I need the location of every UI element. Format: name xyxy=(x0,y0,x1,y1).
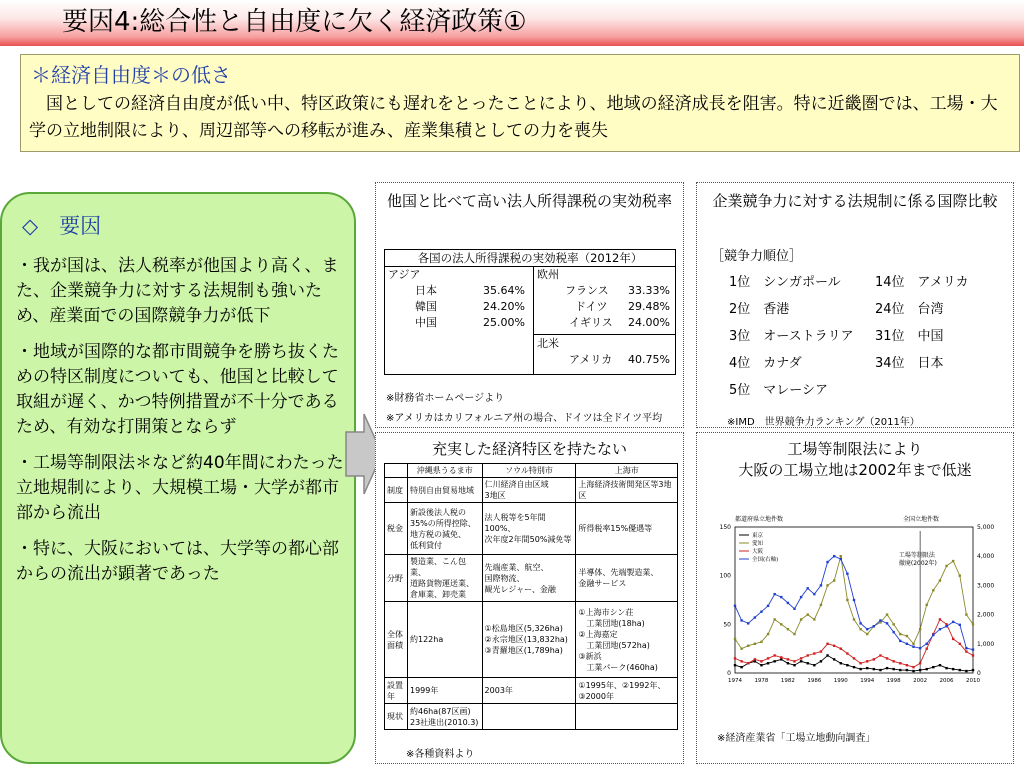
tax-rate: 35.64% xyxy=(483,284,525,297)
data-point xyxy=(892,623,894,625)
data-point xyxy=(826,561,828,563)
data-point xyxy=(866,633,868,635)
data-point xyxy=(734,605,736,607)
data-point xyxy=(939,628,941,630)
data-point xyxy=(840,662,842,664)
data-point xyxy=(939,618,941,620)
data-point xyxy=(899,669,901,671)
tax-title: 他国と比べて高い法人所得課税の実効税率 xyxy=(386,192,672,210)
row-label: 全体 面積 xyxy=(385,602,408,678)
region-asia: アジア xyxy=(388,268,421,281)
data-point xyxy=(945,625,947,627)
chart-annotation: 工場等制限法 xyxy=(898,552,935,559)
table-cell: 約46ha(87区画) 23社進出(2010.3) xyxy=(408,704,483,730)
data-point xyxy=(886,657,888,659)
tax-table-caption: 各国の法人所得課税の実効税率（2012年） xyxy=(385,250,675,267)
data-point xyxy=(972,654,974,656)
tax-rate: 29.48% xyxy=(628,300,670,313)
data-point xyxy=(826,654,828,656)
table-row xyxy=(385,555,678,602)
data-point xyxy=(767,633,769,635)
data-point xyxy=(787,658,789,660)
data-point xyxy=(859,622,861,624)
data-point xyxy=(734,664,736,666)
data-point xyxy=(820,660,822,662)
data-point xyxy=(787,662,789,664)
data-point xyxy=(873,668,875,670)
data-point xyxy=(813,618,815,620)
data-point xyxy=(754,643,756,645)
table-cell: ①松島地区(5,326ha) ②永宗地区(13,832ha) ③青羅地区(1,789ha) xyxy=(482,602,576,678)
data-point xyxy=(866,660,868,662)
rank-item: 1位 シンガポール xyxy=(729,275,841,290)
data-point xyxy=(879,619,881,621)
data-point xyxy=(833,579,835,581)
tax-country: イギリス xyxy=(569,316,613,329)
data-point xyxy=(773,593,775,595)
y-tick-label-left: 0 xyxy=(727,670,731,677)
data-point xyxy=(807,613,809,615)
tax-table xyxy=(384,249,676,375)
data-point xyxy=(833,645,835,647)
data-point xyxy=(912,643,914,645)
table-cell xyxy=(576,704,678,730)
y-tick-label-right: 3,000 xyxy=(977,582,995,590)
x-tick-label: 1994 xyxy=(860,678,875,684)
data-point xyxy=(846,599,848,601)
data-point xyxy=(932,634,934,636)
rank-item: 5位 マレーシア xyxy=(729,383,829,398)
factory-location-chart xyxy=(705,509,1007,721)
data-point xyxy=(740,647,742,649)
legend-label: 愛知 xyxy=(752,541,764,547)
row-label: 設置 年 xyxy=(385,678,408,704)
data-point xyxy=(740,666,742,668)
table-cell: 製造業、こん包業、 道路貨物運送業、 倉庫業、卸売業 xyxy=(408,555,483,602)
data-point xyxy=(932,666,934,668)
data-point xyxy=(965,647,967,649)
y-tick-label-left: 150 xyxy=(719,524,731,531)
data-point xyxy=(899,662,901,664)
data-point xyxy=(807,662,809,664)
data-point xyxy=(800,660,802,662)
data-point xyxy=(734,657,736,659)
tax-country: 韓国 xyxy=(415,300,437,313)
legend-label: 東京 xyxy=(752,533,764,539)
table-cell: 特別自由貿易地域 xyxy=(408,478,483,503)
rank-item: 24位 台湾 xyxy=(875,302,944,317)
data-point xyxy=(853,618,855,620)
data-point xyxy=(959,643,961,645)
data-point xyxy=(787,628,789,630)
table-cell: 上海経済技術開発区等3地区 xyxy=(576,478,678,503)
tax-rate: 24.00% xyxy=(628,316,670,329)
x-tick-label: 2006 xyxy=(939,678,954,684)
right-axis-label: 全国立地件数 xyxy=(903,516,940,523)
data-point xyxy=(747,622,749,624)
data-point xyxy=(780,623,782,625)
tax-country: 日本 xyxy=(415,284,437,297)
data-point xyxy=(800,596,802,598)
table-header: 沖縄県うるま市 xyxy=(408,464,483,478)
data-point xyxy=(820,604,822,606)
tax-country: フランス xyxy=(565,284,609,297)
y-tick-label-right: 5,000 xyxy=(977,524,995,531)
data-point xyxy=(873,658,875,660)
data-point xyxy=(813,664,815,666)
data-point xyxy=(740,660,742,662)
data-point xyxy=(866,667,868,669)
rank-item: 3位 オーストラリア xyxy=(729,329,854,344)
data-point xyxy=(926,604,928,606)
row-label: 現状 xyxy=(385,704,408,730)
tax-note: ※アメリカはカリフォルニア州の場合、ドイツは全ドイツ平均 xyxy=(386,413,663,424)
data-point xyxy=(899,633,901,635)
table-row xyxy=(385,704,678,730)
data-point xyxy=(965,613,967,615)
x-tick-label: 1986 xyxy=(807,678,822,684)
data-point xyxy=(747,662,749,664)
tax-rate: 40.75% xyxy=(628,353,670,366)
data-point xyxy=(892,660,894,662)
tax-rate-panel xyxy=(375,182,684,428)
factor-item: ・工場等制限法＊など約40年間にわたった立地規制により、大規模工場・大学が都市部から流出 xyxy=(16,453,344,523)
competitiveness-source: ※IMD 世界競争力ランキング（2011年） xyxy=(727,417,920,428)
region-north-america: 北米 xyxy=(537,337,559,350)
factory-location-panel xyxy=(696,432,1014,764)
tax-rate: 25.00% xyxy=(483,316,525,329)
y-tick-label-right: 0 xyxy=(977,670,981,677)
table-cell: 法人税等を5年間100%、 次年度2年間50%減免等 xyxy=(482,503,576,555)
tax-country: 中国 xyxy=(415,316,437,329)
factors-list xyxy=(16,254,348,598)
table-cell: 約122ha xyxy=(408,602,483,678)
data-point xyxy=(906,664,908,666)
zones-table xyxy=(384,463,678,730)
data-point xyxy=(926,668,928,670)
data-point xyxy=(899,640,901,642)
data-point xyxy=(859,628,861,630)
banner-heading: ＊経済自由度＊の低さ xyxy=(31,63,231,87)
factory-source: ※経済産業省「工場立地動向調査」 xyxy=(717,733,876,744)
data-point xyxy=(826,643,828,645)
data-point xyxy=(886,613,888,615)
series-line xyxy=(735,620,973,668)
tax-country: ドイツ xyxy=(575,300,608,313)
data-point xyxy=(754,616,756,618)
rank-item: 34位 日本 xyxy=(875,356,944,371)
data-point xyxy=(813,652,815,654)
data-point xyxy=(912,670,914,672)
data-point xyxy=(959,574,961,576)
data-point xyxy=(879,669,881,671)
data-point xyxy=(972,623,974,625)
factors-panel xyxy=(0,192,356,764)
data-point xyxy=(972,669,974,671)
data-point xyxy=(879,654,881,656)
data-point xyxy=(820,584,822,586)
data-point xyxy=(892,668,894,670)
data-point xyxy=(906,643,908,645)
data-point xyxy=(853,657,855,659)
row-label: 分野 xyxy=(385,555,408,602)
y-tick-label-right: 4,000 xyxy=(977,553,995,561)
table-row xyxy=(385,602,678,678)
data-point xyxy=(793,664,795,666)
data-point xyxy=(793,660,795,662)
table-cell: ①上海市シン荘 工業団地(18ha) ②上海嘉定 工業団地(572ha) ③新浜 工業パーク(460ha) xyxy=(576,602,678,678)
data-point xyxy=(773,654,775,656)
data-point xyxy=(952,638,954,640)
y-tick-label-right: 2,000 xyxy=(977,611,995,619)
data-point xyxy=(912,646,914,648)
data-point xyxy=(965,670,967,672)
data-point xyxy=(780,596,782,598)
data-point xyxy=(820,650,822,652)
data-point xyxy=(767,605,769,607)
table-cell: 所得税率15%優遇等 xyxy=(576,503,678,555)
data-point xyxy=(906,669,908,671)
data-point xyxy=(932,589,934,591)
data-point xyxy=(734,638,736,640)
competitiveness-panel xyxy=(696,182,1014,428)
data-point xyxy=(866,628,868,630)
rank-label: ［競争力順位］ xyxy=(711,249,803,264)
zones-title: 充実した経済特区を持たない xyxy=(431,440,627,458)
zones-source: ※各種資料より xyxy=(406,749,475,760)
data-point xyxy=(760,664,762,666)
data-point xyxy=(826,584,828,586)
factory-title: 工場等制限法により 大阪の工場立地は2002年まで低迷 xyxy=(738,440,972,479)
rank-item: 31位 中国 xyxy=(875,329,944,344)
table-cell: 先端産業、航空、 国際物流、 観光レジャー、金融 xyxy=(482,555,576,602)
tax-rate: 33.33% xyxy=(628,284,670,297)
factor-item: ・我が国は、法人税率が他国より高く、また、企業競争力に対する法規制も強いため、産業面での国際競争力が低下 xyxy=(16,256,339,326)
data-point xyxy=(952,621,954,623)
data-point xyxy=(959,669,961,671)
tax-source: ※財務省ホームページより xyxy=(386,393,505,404)
rank-item: 4位 カナダ xyxy=(729,356,802,371)
table-cell: 半導体、先端製造業、 金融サービス xyxy=(576,555,678,602)
data-point xyxy=(833,658,835,660)
data-point xyxy=(793,633,795,635)
table-header: 上海市 xyxy=(576,464,678,478)
table-header: ソウル特別市 xyxy=(482,464,576,478)
data-point xyxy=(800,618,802,620)
data-point xyxy=(952,560,954,562)
data-point xyxy=(912,666,914,668)
data-point xyxy=(780,656,782,658)
data-point xyxy=(833,555,835,557)
data-point xyxy=(846,664,848,666)
data-point xyxy=(767,662,769,664)
data-point xyxy=(952,668,954,670)
data-point xyxy=(906,635,908,637)
data-point xyxy=(846,573,848,575)
data-point xyxy=(760,610,762,612)
data-point xyxy=(892,631,894,633)
data-point xyxy=(859,668,861,670)
summary-banner xyxy=(20,54,1020,152)
legend-label: 大阪 xyxy=(752,549,764,555)
data-point xyxy=(919,647,921,649)
tax-rate: 24.20% xyxy=(483,300,525,313)
region-europe: 欧州 xyxy=(537,268,559,281)
y-tick-label-right: 1,000 xyxy=(977,640,995,648)
data-point xyxy=(972,648,974,650)
row-label: 税金 xyxy=(385,503,408,555)
rank-item: 2位 香港 xyxy=(729,302,790,317)
data-point xyxy=(853,599,855,601)
data-point xyxy=(800,657,802,659)
x-tick-label: 1974 xyxy=(728,678,742,684)
data-point xyxy=(773,618,775,620)
data-point xyxy=(926,647,928,649)
x-tick-label: 2010 xyxy=(966,678,980,684)
table-cell xyxy=(482,704,576,730)
table-row xyxy=(385,678,678,704)
data-point xyxy=(807,654,809,656)
tax-country: アメリカ xyxy=(569,353,613,366)
data-point xyxy=(840,647,842,649)
slide-title: 要因4:総合性と自由度に欠く経済政策① xyxy=(62,7,527,37)
data-point xyxy=(813,593,815,595)
table-row xyxy=(385,464,678,478)
data-point xyxy=(747,645,749,647)
factor-item: ・地域が国際的な都市間競争を勝ち抜くための特区制度についても、他国と比較して取組が遅く、かつ特例措置が不十分であるため、有効な打開策とならず xyxy=(16,342,339,437)
data-point xyxy=(846,652,848,654)
data-point xyxy=(754,658,756,660)
table-cell: 新設後法人税の 35%の所得控除、 地方税の減免、 低利貸付 xyxy=(408,503,483,555)
x-tick-label: 1990 xyxy=(833,678,848,684)
data-point xyxy=(959,624,961,626)
data-point xyxy=(740,619,742,621)
data-point xyxy=(939,579,941,581)
data-point xyxy=(793,608,795,610)
x-tick-label: 1982 xyxy=(780,678,795,684)
chart-annotation: 撤廃(2002年) xyxy=(898,560,937,567)
factors-heading: ◇ 要因 xyxy=(22,214,102,238)
x-tick-label: 1998 xyxy=(886,678,901,684)
economic-zones-panel xyxy=(375,432,684,764)
table-cell: 2003年 xyxy=(482,678,576,704)
data-point xyxy=(919,669,921,671)
data-point xyxy=(859,662,861,664)
data-point xyxy=(939,664,941,666)
data-point xyxy=(840,555,842,557)
series-line xyxy=(735,556,973,649)
rank-item: 14位 アメリカ xyxy=(875,275,969,290)
factor-item: ・特に、大阪においては、大学等の都心部からの流出が顕著であった xyxy=(16,539,339,584)
data-point xyxy=(840,558,842,560)
data-point xyxy=(760,641,762,643)
x-tick-label: 1978 xyxy=(754,678,769,684)
data-point xyxy=(945,667,947,669)
data-point xyxy=(787,602,789,604)
banner-body: 国としての経済自由度が低い中、特区政策にも遅れをとったことにより、地域の経済成長を阻害。特に近畿圏では、工場・大学の立地制限により、周辺部等への移転が進み、産業集積としての力を喪失 xyxy=(29,94,998,141)
data-point xyxy=(773,660,775,662)
competitiveness-title: 企業競争力に対する法規制に係る国際比較 xyxy=(712,192,998,210)
data-point xyxy=(965,650,967,652)
data-point xyxy=(807,587,809,589)
data-point xyxy=(767,657,769,659)
data-point xyxy=(853,666,855,668)
legend-label: 全国(右軸) xyxy=(752,557,779,563)
data-point xyxy=(873,625,875,627)
x-tick-label: 2002 xyxy=(913,678,928,684)
data-point xyxy=(886,622,888,624)
table-cell: 仁川経済自由区域 3地区 xyxy=(482,478,576,503)
y-tick-label-left: 50 xyxy=(723,621,731,629)
row-label: 制度 xyxy=(385,478,408,503)
data-point xyxy=(760,660,762,662)
table-cell: ①1995年、②1992年、 ③2000年 xyxy=(576,678,678,704)
y-tick-label-left: 100 xyxy=(719,572,731,580)
data-point xyxy=(945,565,947,567)
data-point xyxy=(926,643,928,645)
data-point xyxy=(886,667,888,669)
table-cell: 1999年 xyxy=(408,678,483,704)
series-line xyxy=(735,556,973,649)
table-header xyxy=(385,464,408,478)
data-point xyxy=(919,628,921,630)
table-row xyxy=(385,478,678,503)
table-row xyxy=(385,503,678,555)
data-point xyxy=(919,662,921,664)
left-axis-label: 都道府県立地件数 xyxy=(735,516,784,523)
